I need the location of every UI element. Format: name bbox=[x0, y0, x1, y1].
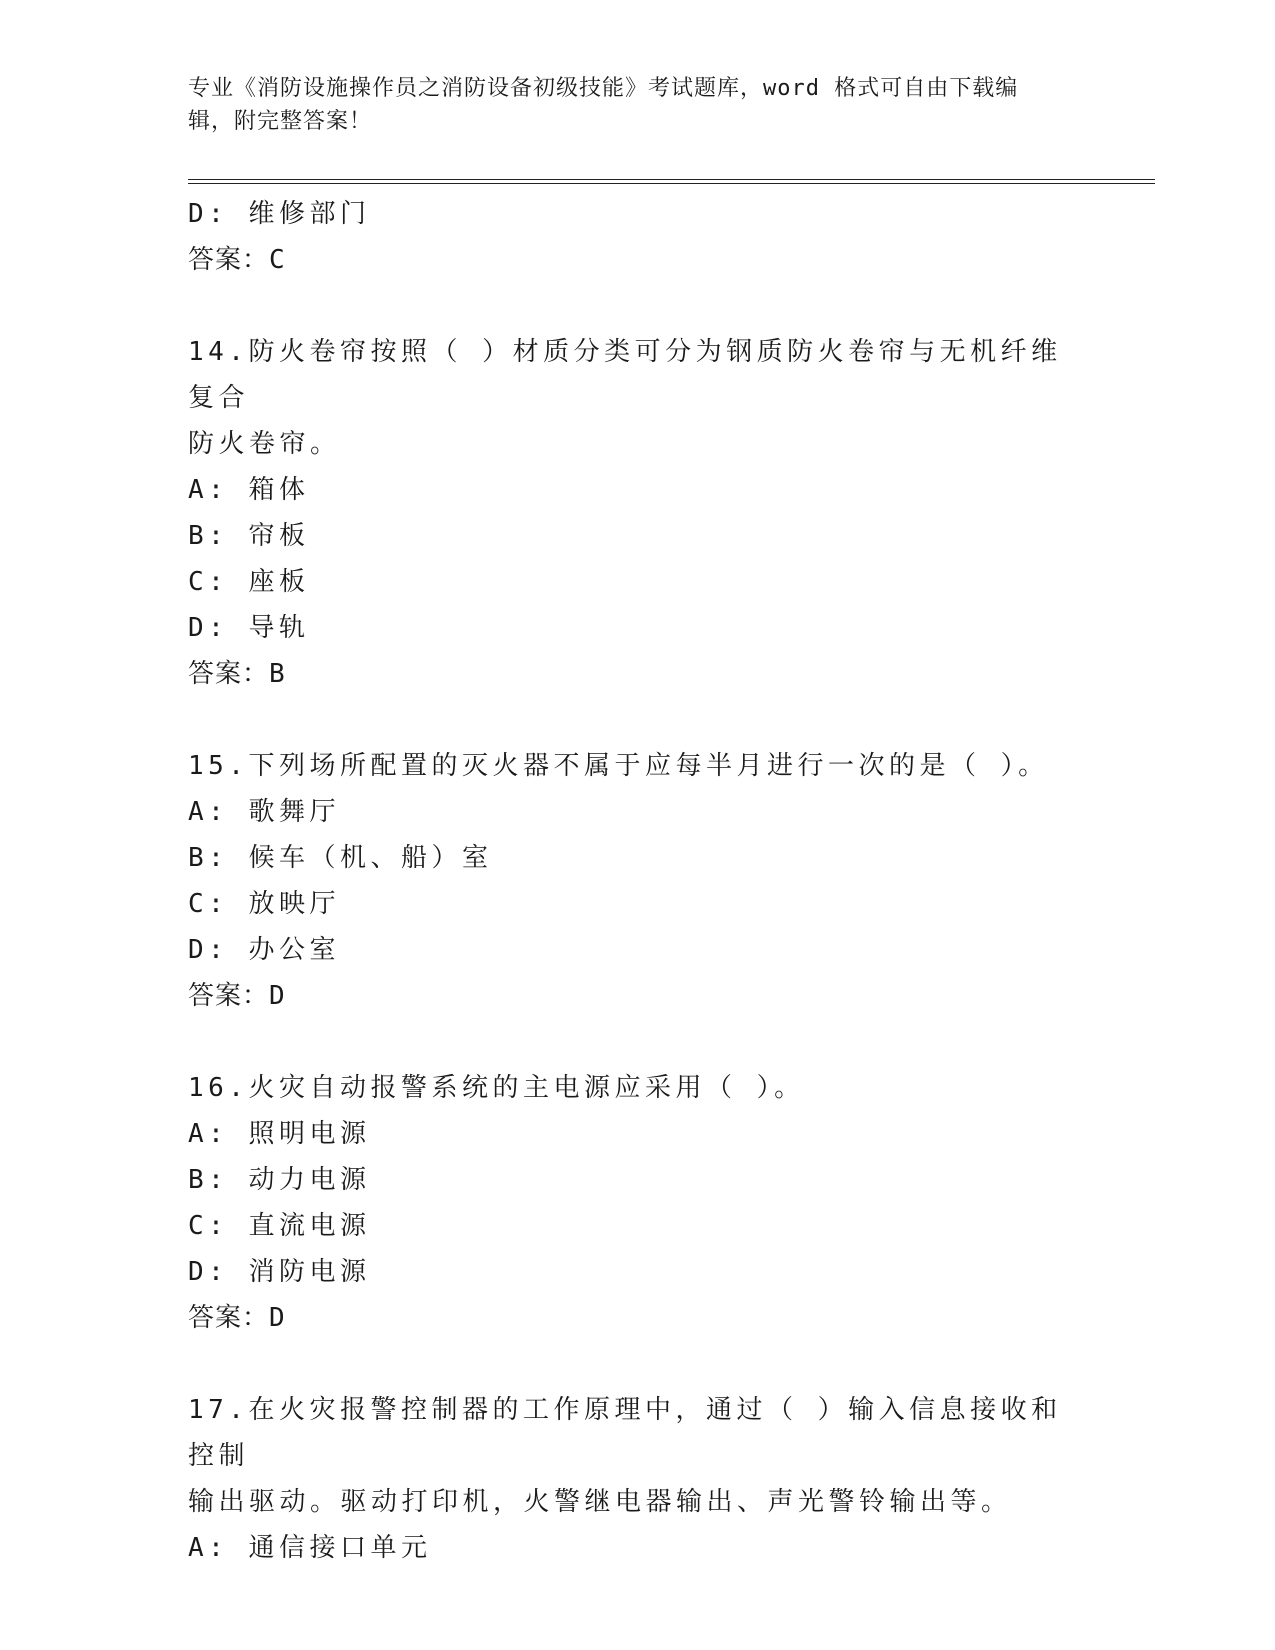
option-d: D: 消防电源 bbox=[188, 1257, 371, 1287]
option-c: C: 放映厅 bbox=[188, 889, 340, 919]
option-c: C: 座板 bbox=[188, 567, 310, 597]
answer-line bbox=[188, 237, 1088, 283]
spacer bbox=[188, 697, 1088, 743]
answer-label: 答案： bbox=[188, 981, 270, 1011]
question-15-stem bbox=[188, 743, 1088, 789]
page-header bbox=[188, 72, 1088, 138]
answer-label: 答案： bbox=[188, 659, 270, 689]
answer-line bbox=[188, 1295, 1088, 1341]
option-a: A: 通信接口单元 bbox=[188, 1533, 432, 1563]
header-divider-bottom bbox=[188, 183, 1155, 184]
stem-line: 16.火灾自动报警系统的主电源应采用（ ）。 bbox=[188, 1073, 805, 1103]
stem-line: 输出驱动。驱动打印机，火警继电器输出、声光警铃输出等。 bbox=[188, 1487, 1012, 1517]
option-b: B: 候车（机、船）室 bbox=[188, 843, 493, 873]
option-a: A: 歌舞厅 bbox=[188, 797, 340, 827]
stem-line: 14.防火卷帘按照（ ）材质分类可分为钢质防火卷帘与无机纤维复合 bbox=[188, 337, 1062, 413]
answer-label: 答案： bbox=[188, 245, 270, 275]
question-content bbox=[188, 191, 1088, 1571]
answer-value: D bbox=[269, 1303, 286, 1333]
header-line-1: 专业《消防设施操作员之消防设备初级技能》考试题库，word 格式可自由下载编 bbox=[188, 76, 1019, 101]
option-d: D: 维修部门 bbox=[188, 199, 371, 229]
question-17-stem bbox=[188, 1387, 1088, 1525]
stem-line: 15.下列场所配置的灭火器不属于应每半月进行一次的是（ ）。 bbox=[188, 751, 1049, 781]
spacer bbox=[188, 1341, 1088, 1387]
option-a: A: 箱体 bbox=[188, 475, 310, 505]
spacer bbox=[188, 1019, 1088, 1065]
question-16-stem bbox=[188, 1065, 1088, 1111]
stem-line: 防火卷帘。 bbox=[188, 429, 341, 459]
option-d: D: 导轨 bbox=[188, 613, 310, 643]
answer-value: C bbox=[269, 245, 286, 275]
stem-line: 17.在火灾报警控制器的工作原理中，通过（ ）输入信息接收和控制 bbox=[188, 1395, 1062, 1471]
header-divider-top bbox=[188, 179, 1155, 180]
answer-line bbox=[188, 651, 1088, 697]
header-line-2: 辑，附完整答案！ bbox=[188, 109, 373, 134]
answer-line bbox=[188, 973, 1088, 1019]
answer-label: 答案： bbox=[188, 1303, 270, 1333]
answer-value: D bbox=[269, 981, 286, 1011]
option-c: C: 直流电源 bbox=[188, 1211, 371, 1241]
option-a: A: 照明电源 bbox=[188, 1119, 371, 1149]
option-b: B: 帘板 bbox=[188, 521, 310, 551]
spacer bbox=[188, 283, 1088, 329]
question-14-stem bbox=[188, 329, 1088, 467]
option-b: B: 动力电源 bbox=[188, 1165, 371, 1195]
option-d: D: 办公室 bbox=[188, 935, 340, 965]
answer-value: B bbox=[269, 659, 286, 689]
